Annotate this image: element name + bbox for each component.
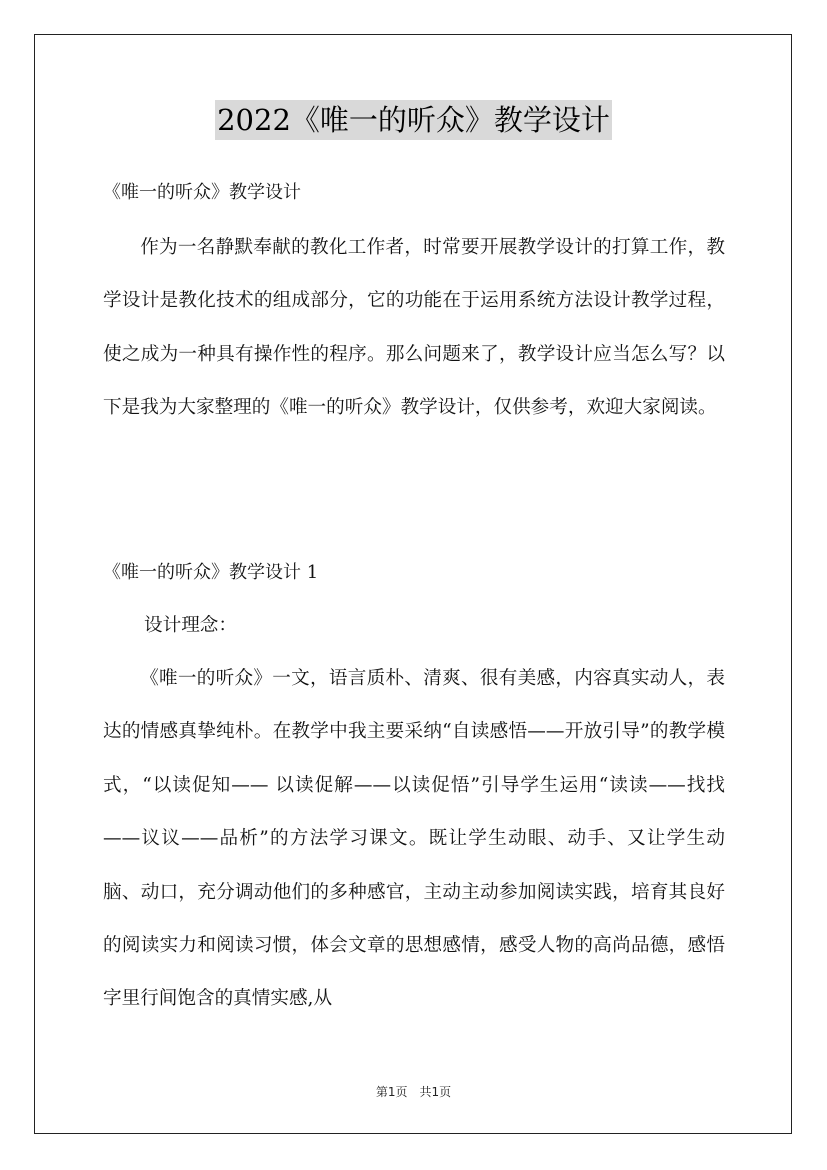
body-paragraph: 《唯一的听众》一文，语言质朴、清爽、很有美感，内容真实动人，表达的情感真挚纯朴。在教学中我主要采纳“自读感悟——开放引导”的教学模式，“以读促知—— 以读促解——以读促悟”引导学生运用“读读——找找——议议——品析”的方法学习课文。既让学生动眼、动手、又让学生动脑、动口，充分调动他们的多种感官，主动主动参加阅读实践，培育其良好的阅读实力和阅读习惯，体会文章的思想感情，感受人物的高尚品德，感悟字里行间饱含的真情实感,从 xyxy=(103,668,725,1010)
page-footer: 第1页 共1页 xyxy=(375,1085,452,1099)
design-concept-label: 设计理念： xyxy=(144,615,237,636)
intro-paragraph: 作为一名静默奉献的教化工作者，时常要开展教学设计的打算工作，教学设计是教化技术的组成部分，它的功能在于运用系统方法设计教学过程，使之成为一种具有操作性的程序。那么问题来了，教学设计应当怎么写？以下是我为大家整理的《唯一的听众》教学设计，仅供参考，欢迎大家阅读。 xyxy=(103,237,725,419)
document-subheading: 《唯一的听众》教学设计 xyxy=(103,182,301,203)
title-container xyxy=(0,100,827,140)
document-title: 2022《唯一的听众》教学设计 xyxy=(215,100,612,140)
section-heading: 《唯一的听众》教学设计 1 xyxy=(103,562,319,583)
